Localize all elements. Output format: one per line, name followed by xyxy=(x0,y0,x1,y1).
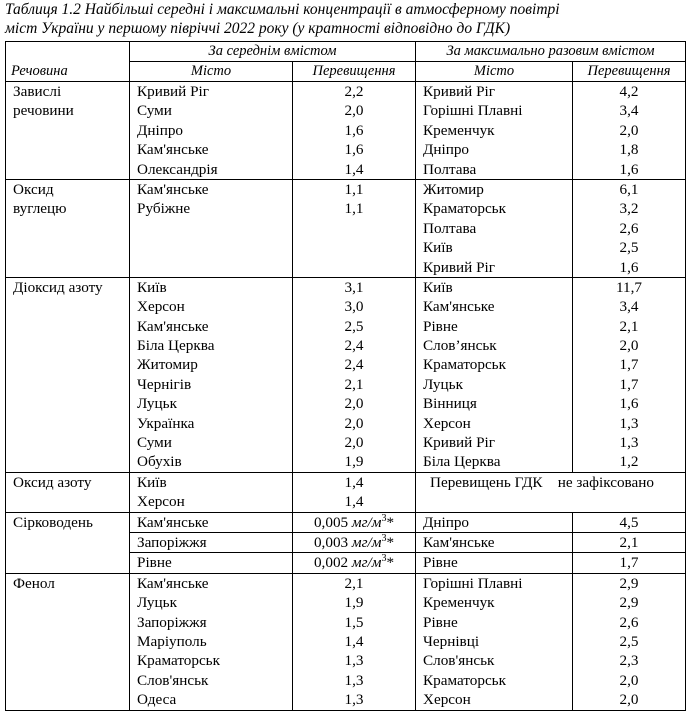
substance-name: Сірководень xyxy=(13,513,93,531)
avg-value: 2,4 xyxy=(344,356,364,374)
max-value: 2,9 xyxy=(619,594,639,612)
avg-city: Херсон xyxy=(137,493,185,511)
caption-line-1: Таблиця 1.2 Найбільші середні і максимальні концентрації в атмосферному повітрі xyxy=(5,1,560,18)
max-value: 1,7 xyxy=(619,356,639,374)
max-value: 2,0 xyxy=(619,121,639,139)
max-city: Кам'янське xyxy=(423,533,495,551)
substance-cell xyxy=(6,472,130,512)
max-value: 1,6 xyxy=(619,160,639,178)
max-value: 2,9 xyxy=(619,574,639,592)
max-value: 3,4 xyxy=(619,298,639,316)
substance-cell xyxy=(6,512,130,573)
max-value: 2,0 xyxy=(619,691,639,709)
avg-value: 1,6 xyxy=(344,141,364,159)
max-city: Кременчук xyxy=(423,594,495,612)
header-max-excess: Перевищення xyxy=(573,62,686,82)
header-avg-excess: Перевищення xyxy=(293,62,416,82)
substance-name: Завислі xyxy=(13,83,62,100)
avg-city: Олександрія xyxy=(137,160,218,178)
avg-value: 1,5 xyxy=(344,613,364,631)
avg-value-with-unit xyxy=(293,553,415,572)
max-value: 1,8 xyxy=(619,141,639,159)
avg-city: Кам'янське xyxy=(137,513,209,531)
avg-city: Краматорськ xyxy=(137,652,220,670)
substance-name: вуглецю xyxy=(13,200,67,218)
avg-value: 1,4 xyxy=(344,160,364,178)
avg-value: 0,003 xyxy=(313,533,349,551)
avg-city: Луцьк xyxy=(137,594,177,612)
avg-city: Суми xyxy=(137,434,172,452)
max-city: Рівне xyxy=(423,317,458,335)
avg-value: 1,1 xyxy=(344,200,364,218)
max-city-cell xyxy=(416,553,573,573)
max-value-cell xyxy=(573,553,686,573)
table-body xyxy=(6,82,686,711)
unit-footnote-mark: * xyxy=(386,554,395,572)
header-max-group: За максимально разовим вмістом xyxy=(416,42,686,62)
max-value: 1,6 xyxy=(619,258,639,276)
substance-cell xyxy=(6,277,130,472)
table-row xyxy=(6,82,686,180)
avg-city: Київ xyxy=(137,278,167,296)
avg-value: 0,002 xyxy=(313,554,349,572)
max-value: 1,3 xyxy=(619,434,639,452)
avg-city: Кам'янське xyxy=(137,141,209,159)
max-city: Слов'янськ xyxy=(423,652,495,670)
max-note-cell xyxy=(416,472,686,512)
avg-city: Херсон xyxy=(137,298,185,316)
avg-city-cell xyxy=(130,532,293,552)
max-city: Рівне xyxy=(423,613,458,631)
avg-value: 1,6 xyxy=(344,121,364,139)
avg-value-cell xyxy=(293,82,416,180)
unit-superscript: 3 xyxy=(381,512,387,524)
avg-value: 3,1 xyxy=(344,278,364,296)
table-row xyxy=(6,512,686,532)
max-city: Кременчук xyxy=(423,121,495,139)
avg-value: 2,0 xyxy=(344,395,364,413)
max-value: 6,1 xyxy=(619,180,639,198)
table-row xyxy=(6,277,686,472)
avg-value: 2,0 xyxy=(344,102,364,120)
avg-value: 2,4 xyxy=(344,337,364,355)
header-avg-group: За середнім вмістом xyxy=(130,42,416,62)
avg-value: 1,3 xyxy=(344,691,364,709)
max-city: Київ xyxy=(423,239,453,257)
avg-value: 1,9 xyxy=(344,453,364,471)
max-value: 11,7 xyxy=(616,278,643,296)
avg-city-cell xyxy=(130,277,293,472)
avg-city: Суми xyxy=(137,102,172,120)
avg-value-with-unit xyxy=(293,533,415,552)
table-caption xyxy=(5,0,685,38)
avg-city: Луцьк xyxy=(137,395,177,413)
unit-label: мг/м xyxy=(351,513,382,531)
max-city-cell xyxy=(416,512,573,532)
max-city: Полтава xyxy=(423,219,477,237)
avg-value: 2,1 xyxy=(344,574,364,592)
max-value: 2,3 xyxy=(619,652,639,670)
max-value: 4,2 xyxy=(619,83,639,100)
avg-city: Кам'янське xyxy=(137,574,209,592)
max-value: 2,5 xyxy=(619,239,639,257)
max-value: 3,4 xyxy=(619,102,639,120)
max-city: Краматорськ xyxy=(423,200,506,218)
avg-value-with-unit xyxy=(293,513,415,532)
header-substance: Речовина xyxy=(6,42,130,82)
max-city: Вінниця xyxy=(423,395,477,413)
table-row xyxy=(6,179,686,277)
max-city: Кам'янське xyxy=(423,298,495,316)
max-value: 2,6 xyxy=(619,219,639,237)
avg-value: 1,4 xyxy=(344,493,364,511)
avg-value: 3,0 xyxy=(344,298,364,316)
avg-value: 2,1 xyxy=(344,375,364,393)
unit-footnote-mark: * xyxy=(386,513,395,531)
avg-city: Чернігів xyxy=(137,375,192,393)
max-city-cell xyxy=(416,277,573,472)
avg-value: 2,0 xyxy=(344,414,364,432)
max-value: 2,6 xyxy=(619,613,639,631)
max-value: 2,5 xyxy=(619,632,639,650)
avg-city-cell xyxy=(130,573,293,710)
max-value: 3,2 xyxy=(619,200,639,218)
avg-value: 1,4 xyxy=(344,632,364,650)
avg-city-cell xyxy=(130,179,293,277)
avg-city: Українка xyxy=(137,414,195,432)
unit-superscript: 3 xyxy=(381,553,387,565)
max-value-cell xyxy=(573,277,686,472)
avg-value: 2,0 xyxy=(344,434,364,452)
avg-city: Рубіжне xyxy=(137,200,191,218)
avg-city: Маріуполь xyxy=(137,632,207,650)
unit-superscript: 3 xyxy=(381,532,387,544)
concentration-table xyxy=(5,41,686,711)
substance-name: Фенол xyxy=(13,574,55,592)
max-city: Дніпро xyxy=(423,141,470,159)
substance-name: Оксид xyxy=(13,180,54,198)
unit-footnote-mark: * xyxy=(386,533,395,551)
max-city: Київ xyxy=(423,278,453,296)
max-city: Дніпро xyxy=(423,513,470,531)
header-max-city: Місто xyxy=(416,62,573,82)
max-value: 4,5 xyxy=(619,513,639,531)
avg-city-cell xyxy=(130,553,293,573)
substance-cell xyxy=(6,82,130,180)
avg-city: Запоріжжя xyxy=(137,533,207,551)
max-city: Кривий Ріг xyxy=(423,258,495,276)
avg-value: 2,2 xyxy=(344,83,364,100)
max-city: Кривий Ріг xyxy=(423,434,495,452)
max-city: Біла Церква xyxy=(423,453,501,471)
max-value-cell xyxy=(573,179,686,277)
substance-cell xyxy=(6,179,130,277)
max-city-cell xyxy=(416,573,573,710)
max-value-cell xyxy=(573,532,686,552)
avg-city-cell xyxy=(130,82,293,180)
unit-label: мг/м xyxy=(351,554,382,572)
header-avg-city: Місто xyxy=(130,62,293,82)
max-city: Полтава xyxy=(423,160,477,178)
max-city: Горішні Плавні xyxy=(423,574,523,592)
avg-city: Житомир xyxy=(137,356,198,374)
avg-city: Слов'янськ xyxy=(137,671,209,689)
max-value: 2,0 xyxy=(619,671,639,689)
no-excess-note: Перевищень ГДК не зафіксовано xyxy=(430,473,654,491)
avg-value: 1,3 xyxy=(344,652,364,670)
max-value: 1,7 xyxy=(619,375,639,393)
max-city-cell xyxy=(416,82,573,180)
max-city: Кривий Ріг xyxy=(423,83,495,100)
avg-value-cell xyxy=(293,512,416,532)
avg-city: Запоріжжя xyxy=(137,613,207,631)
max-city: Луцьк xyxy=(423,375,463,393)
avg-city: Кам'янське xyxy=(137,180,209,198)
avg-value-cell xyxy=(293,573,416,710)
avg-city: Обухів xyxy=(137,453,182,471)
max-city: Рівне xyxy=(423,554,458,572)
avg-value: 1,1 xyxy=(344,180,364,198)
max-city-cell xyxy=(416,532,573,552)
substance-name: Оксид азоту xyxy=(13,473,92,491)
avg-value-cell xyxy=(293,277,416,472)
max-value-cell xyxy=(573,82,686,180)
max-city: Чернівці xyxy=(423,632,480,650)
max-value: 2,1 xyxy=(619,533,639,551)
table-row xyxy=(6,472,686,512)
max-city: Слов’янськ xyxy=(423,337,497,355)
avg-value: 1,3 xyxy=(344,671,364,689)
max-value: 1,2 xyxy=(619,453,639,471)
avg-city: Кам'янське xyxy=(137,317,209,335)
avg-value-cell xyxy=(293,532,416,552)
substance-name: Діоксид азоту xyxy=(13,278,103,296)
max-value: 2,1 xyxy=(619,317,639,335)
avg-city: Рівне xyxy=(137,554,172,572)
unit-label: мг/м xyxy=(351,533,382,551)
avg-city: Київ xyxy=(137,473,167,491)
avg-value: 1,9 xyxy=(344,594,364,612)
max-value: 1,7 xyxy=(619,554,639,572)
caption-line-2: міст України у першому півріччі 2022 року (у кратності відповідно до ГДК) xyxy=(5,20,511,37)
avg-value: 2,5 xyxy=(344,317,364,335)
substance-cell xyxy=(6,573,130,710)
max-city: Горішні Плавні xyxy=(423,102,523,120)
max-city: Херсон xyxy=(423,691,471,709)
avg-value-cell xyxy=(293,472,416,512)
max-value: 1,6 xyxy=(619,395,639,413)
table-row xyxy=(6,573,686,710)
max-city: Краматорськ xyxy=(423,356,506,374)
avg-city: Біла Церква xyxy=(137,337,215,355)
avg-city-cell xyxy=(130,512,293,532)
avg-value-cell xyxy=(293,553,416,573)
avg-value: 0,005 xyxy=(313,513,349,531)
max-city: Житомир xyxy=(423,180,484,198)
max-city: Херсон xyxy=(423,414,471,432)
substance-name: речовини xyxy=(13,102,74,120)
max-city: Краматорськ xyxy=(423,671,506,689)
max-value: 1,3 xyxy=(619,414,639,432)
avg-city: Кривий Ріг xyxy=(137,83,209,100)
max-value-cell xyxy=(573,573,686,710)
max-city-cell xyxy=(416,179,573,277)
max-value: 2,0 xyxy=(619,337,639,355)
avg-value-cell xyxy=(293,179,416,277)
avg-city-cell xyxy=(130,472,293,512)
max-value-cell xyxy=(573,512,686,532)
avg-city: Дніпро xyxy=(137,121,184,139)
avg-city: Одеса xyxy=(137,691,177,709)
avg-value: 1,4 xyxy=(344,473,364,491)
